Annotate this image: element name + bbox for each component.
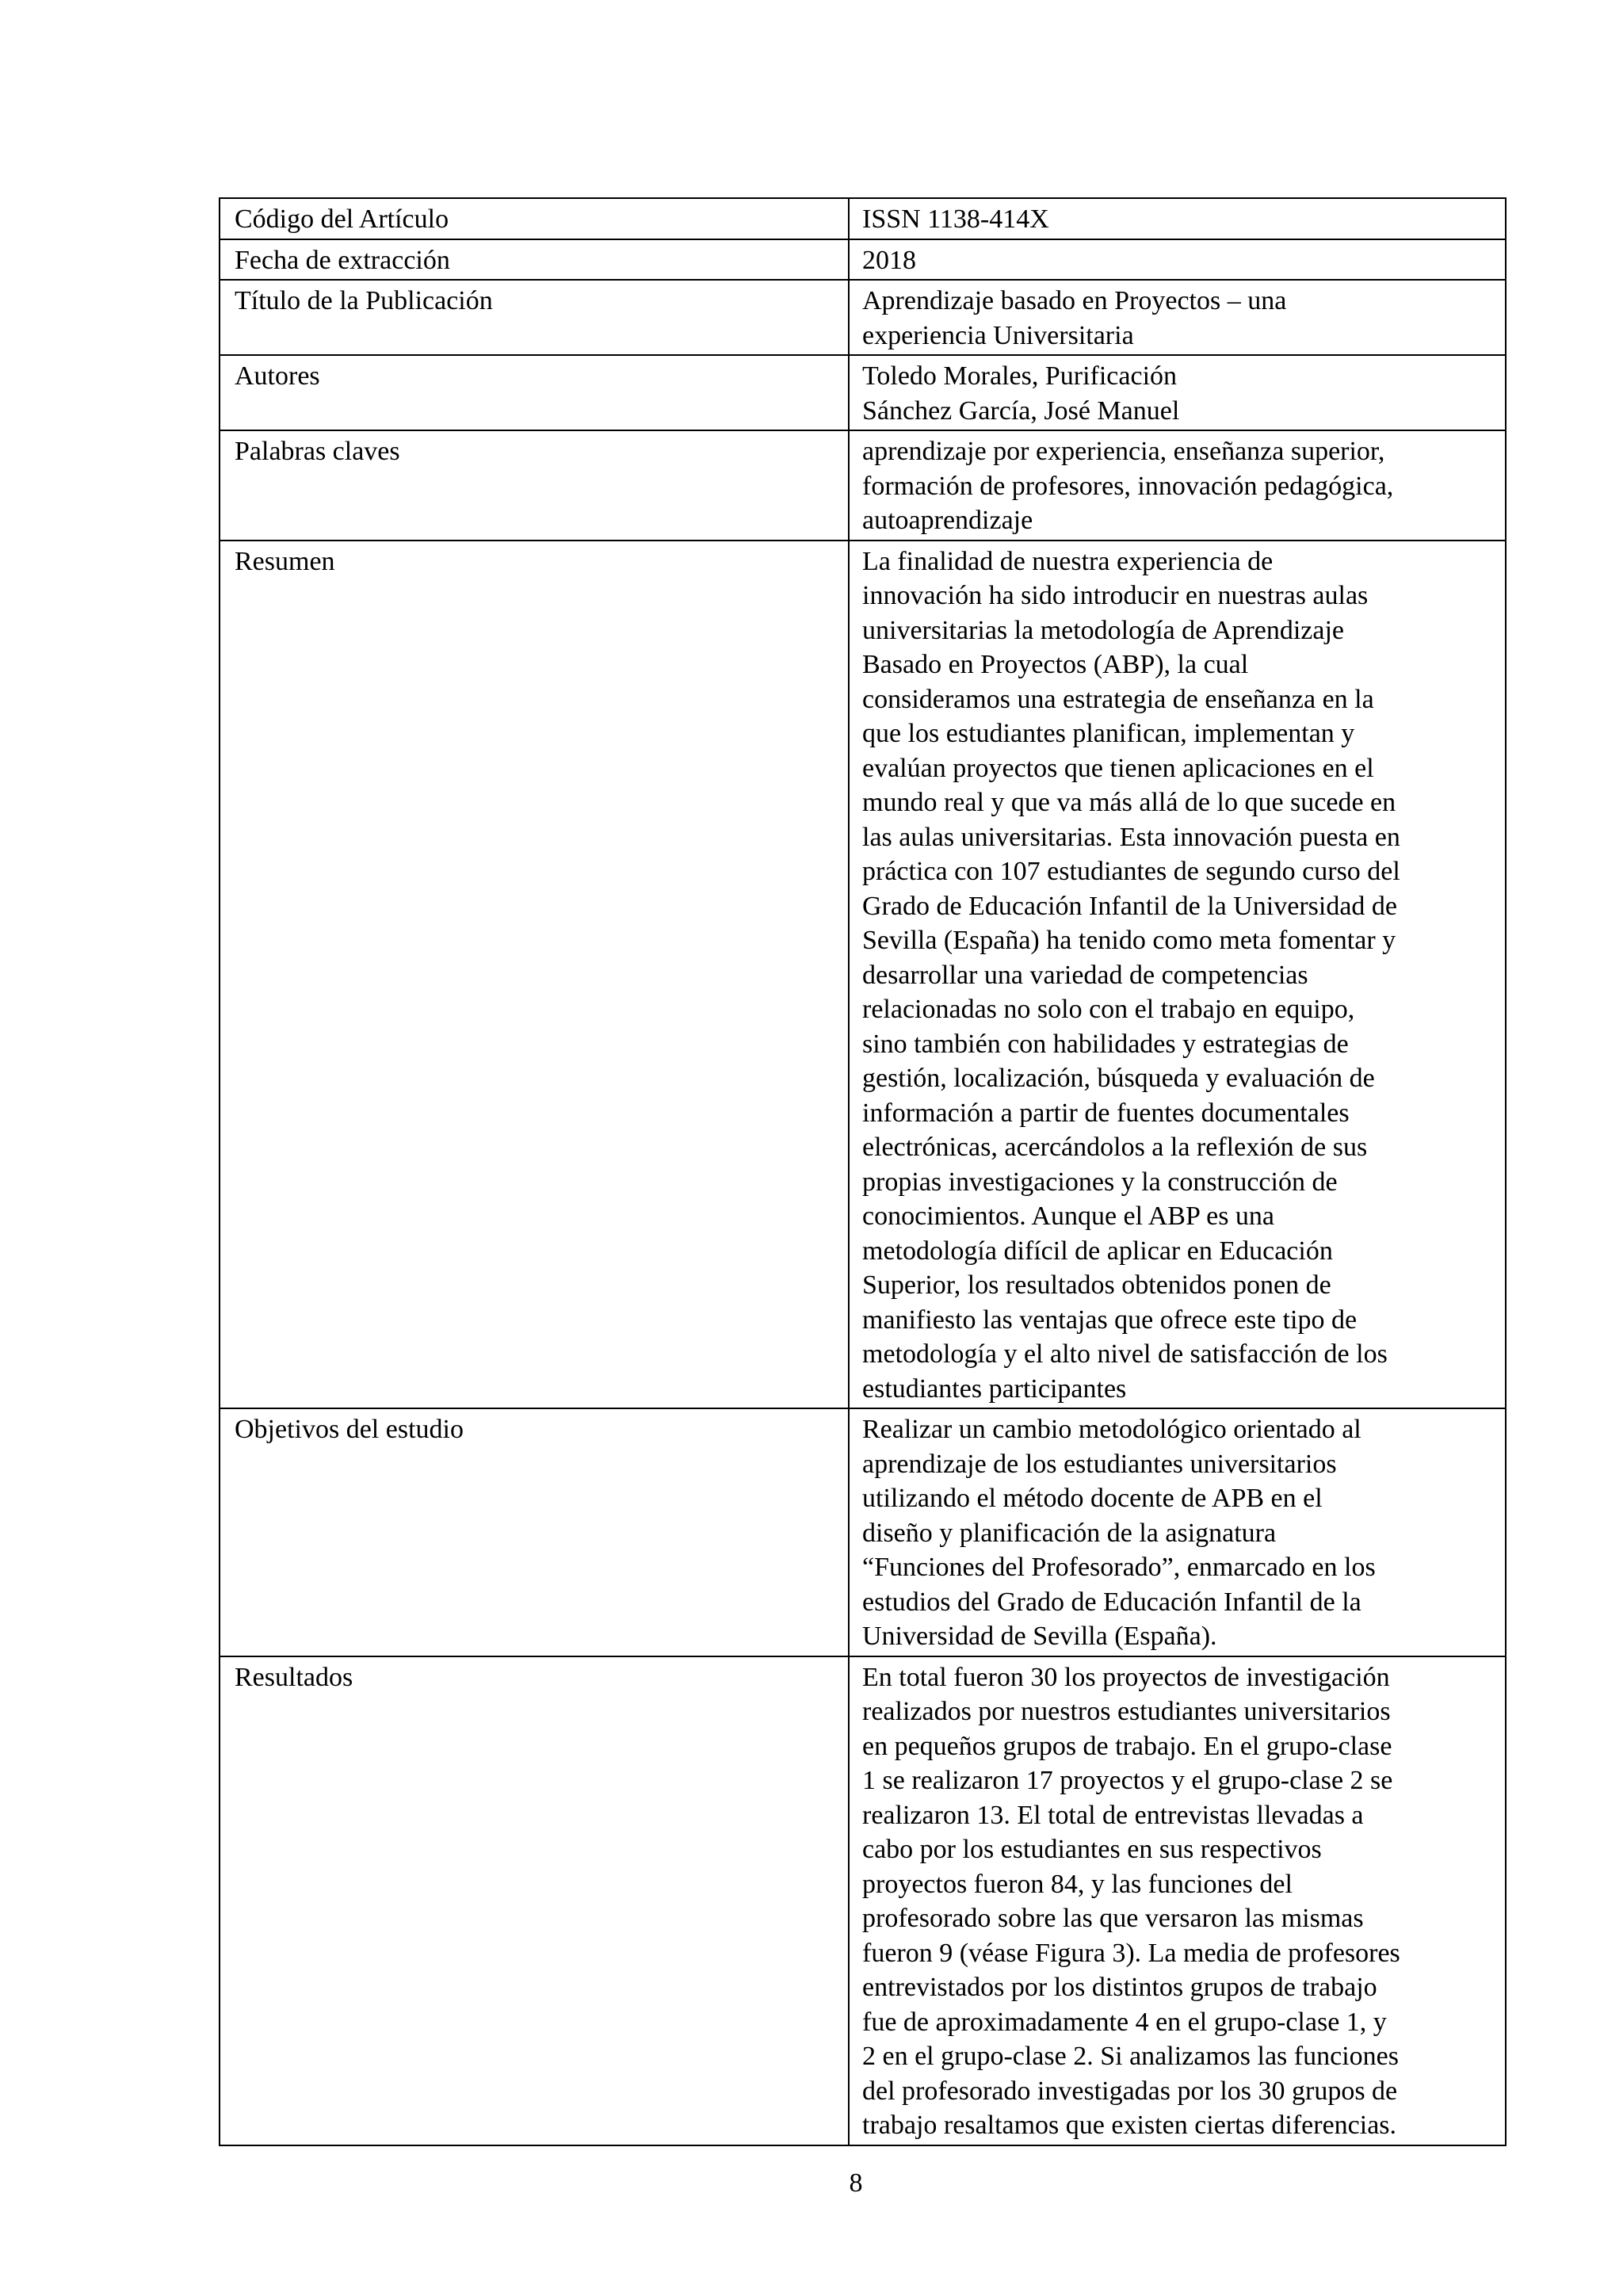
record-table-body [220,198,1506,2145]
field-value-line: “Funciones del Profesorado”, enmarcado en los [862,1553,1376,1582]
field-label: Fecha de extracción [220,239,849,281]
field-value-line: En total fueron 30 los proyectos de investigación [862,1662,1390,1692]
field-value-line: en pequeños grupos de trabajo. En el grupo-clase [862,1731,1392,1761]
field-value [849,541,1506,1409]
table-row [220,430,1506,541]
field-value-line: La finalidad de nuestra experiencia de [862,546,1274,576]
field-value-line: Superior, los resultados obtenidos ponen de [862,1270,1331,1300]
field-value [849,1656,1506,2145]
field-value-line: experiencia Universitaria [862,320,1134,350]
field-value-line: fue de aproximadamente 4 en el grupo-clase 1, y [862,2007,1387,2037]
field-value-line: mundo real y que va más allá de lo que sucede en [862,788,1396,817]
field-value [849,280,1506,355]
field-value-line: utilizando el método docente de APB en el [862,1484,1323,1513]
field-value-line: aprendizaje de los estudiantes universitarios [862,1449,1337,1479]
field-value [849,1408,1506,1656]
field-value-line: entrevistados por los distintos grupos de trabajo [862,1973,1377,2002]
field-value-line: Toledo Morales, Purificación [862,361,1178,391]
field-value-line: autoaprendizaje [862,506,1033,535]
field-label: Autores [220,355,849,430]
field-value-line: formación de profesores, innovación pedagógica, [862,471,1394,501]
field-value-line: estudios del Grado de Educación Infantil de la [862,1587,1361,1617]
field-value-line: Sánchez García, José Manuel [862,395,1180,426]
field-value-line: 2 en el grupo-clase 2. Si analizamos las funciones [862,2042,1399,2071]
field-value-line: 2018 [862,245,916,275]
field-value-line: Universidad de Sevilla (España). [862,1622,1217,1651]
field-label: Resumen [220,541,849,1409]
field-value [849,355,1506,430]
table-row [220,198,1506,239]
field-value-line: Realizar un cambio metodológico orientado al [862,1415,1361,1444]
field-value-line: fueron 9 (véase Figura 3). La media de profesores [862,1938,1400,1968]
field-value [849,198,1506,239]
field-label: Resultados [220,1656,849,2145]
table-row [220,280,1506,355]
field-value-line: Grado de Educación Infantil de la Universidad de [862,891,1398,921]
field-value [849,239,1506,281]
table-row [220,541,1506,1409]
field-value-line: diseño y planificación de la asignatura [862,1518,1277,1548]
field-value-line: proyectos fueron 84, y las funciones del [862,1869,1293,1899]
field-value-line: innovación ha sido introducir en nuestras aulas [862,581,1369,610]
field-value-line: profesorado sobre las que versaron las mismas [862,1904,1364,1933]
field-value-line: ISSN 1138-414X [862,204,1049,234]
field-value-line: Sevilla (España) ha tenido como meta fomentar y [862,926,1396,955]
field-value-line: Aprendizaje basado en Proyectos – una [862,286,1287,315]
field-value-line: metodología y el alto nivel de satisfacción de los [862,1339,1388,1369]
field-label: Título de la Publicación [220,280,849,355]
field-value-line: sino también con habilidades y estrategias de [862,1029,1349,1059]
field-label: Objetivos del estudio [220,1408,849,1656]
field-value-line: información a partir de fuentes documentales [862,1098,1350,1128]
field-value-line: 1 se realizaron 17 proyectos y el grupo-clase 2 se [862,1766,1393,1795]
field-value-line: evalúan proyectos que tienen aplicaciones en el [862,753,1374,783]
field-value-line: estudiantes participantes [862,1373,1127,1404]
field-label: Código del Artículo [220,198,849,239]
field-value-line: del profesorado investigadas por los 30 grupos de [862,2076,1398,2106]
field-value-line: Basado en Proyectos (ABP), la cual [862,650,1249,679]
field-value-line: cabo por los estudiantes en sus respectivos [862,1835,1322,1864]
table-row [220,1656,1506,2145]
field-value-line: metodología difícil de aplicar en Educación [862,1236,1333,1266]
field-value-line: gestión, localización, búsqueda y evaluación de [862,1064,1375,1093]
field-label: Palabras claves [220,430,849,541]
field-value-line: conocimientos. Aunque el ABP es una [862,1201,1275,1231]
table-row [220,1408,1506,1656]
table-row [220,355,1506,430]
field-value-line: realizaron 13. El total de entrevistas llevadas a [862,1800,1364,1830]
field-value-line: consideramos una estrategia de enseñanza en la [862,684,1374,714]
field-value-line: propias investigaciones y la construcción de [862,1167,1338,1197]
field-value-line: que los estudiantes planifican, implementan y [862,719,1355,748]
field-value [849,430,1506,541]
field-value-line: relacionadas no solo con el trabajo en equipo, [862,995,1355,1024]
field-value-line: las aulas universitarias. Esta innovación puesta en [862,822,1400,852]
field-value-line: manifiesto las ventajas que ofrece este tipo de [862,1305,1358,1335]
field-value-line: electrónicas, acercándolos a la reflexión de sus [862,1133,1368,1162]
field-value-line: aprendizaje por experiencia, enseñanza superior, [862,437,1385,466]
field-value-line: práctica con 107 estudiantes de segundo curso del [862,857,1400,886]
field-value-line: trabajo resaltamos que existen ciertas diferencias. [862,2111,1397,2140]
article-record-table [219,197,1507,2146]
table-row [220,239,1506,281]
field-value-line: desarrollar una variedad de competencias [862,960,1308,990]
field-value-line: realizados por nuestros estudiantes universitarios [862,1697,1391,1726]
field-value-line: universitarias la metodología de Aprendizaje [862,615,1345,645]
page-number: 8 [849,2168,863,2198]
